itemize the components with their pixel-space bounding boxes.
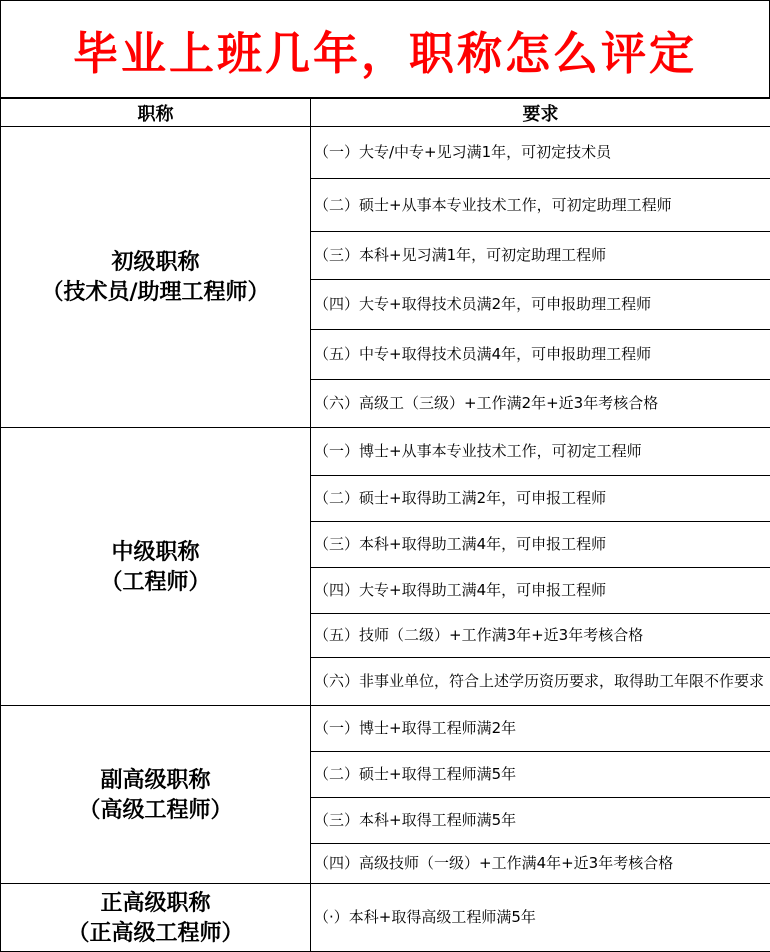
- table-row: [1, 706, 770, 752]
- level-name: 中级职称: [1, 537, 310, 567]
- table-row: [1, 884, 770, 952]
- level-associate-senior: [1, 706, 311, 884]
- level-sub: （技术员/助理工程师）: [1, 277, 310, 307]
- level-full-senior: [1, 884, 311, 952]
- requirements-table: [0, 98, 770, 952]
- header-title-level: 职称: [1, 99, 311, 127]
- requirement-cell: （·）本科+取得高级工程师满5年: [311, 884, 770, 952]
- requirement-cell: （六）非事业单位，符合上述学历资历要求，取得助工年限不作要求: [311, 658, 770, 706]
- requirement-cell: （四）大专+取得助工满4年，可申报工程师: [311, 568, 770, 614]
- requirement-cell: （四）高级技师（一级）+工作满4年+近3年考核合格: [311, 844, 770, 884]
- requirement-cell: （三）本科+取得助工满4年，可申报工程师: [311, 522, 770, 568]
- table-row: [1, 127, 770, 179]
- requirement-cell: （三）本科+见习满1年，可初定助理工程师: [311, 232, 770, 280]
- level-name: 正高级职称: [1, 888, 310, 918]
- level-name: 副高级职称: [1, 765, 310, 795]
- table-header-row: [1, 99, 770, 127]
- header-requirements: 要求: [311, 99, 770, 127]
- requirement-cell: （一）博士+取得工程师满2年: [311, 706, 770, 752]
- requirement-cell: （一）博士+从事本专业技术工作，可初定工程师: [311, 428, 770, 476]
- requirement-cell: （五）中专+取得技术员满4年，可申报助理工程师: [311, 330, 770, 380]
- requirement-cell: （四）大专+取得技术员满2年，可申报助理工程师: [311, 280, 770, 330]
- requirement-cell: （一）大专/中专+见习满1年，可初定技术员: [311, 127, 770, 179]
- requirement-cell: （三）本科+取得工程师满5年: [311, 798, 770, 844]
- level-intermediate: [1, 428, 311, 706]
- requirement-cell: （五）技师（二级）+工作满3年+近3年考核合格: [311, 614, 770, 658]
- level-sub: （工程师）: [1, 567, 310, 597]
- table-row: [1, 428, 770, 476]
- requirement-cell: （六）高级工（三级）+工作满2年+近3年考核合格: [311, 380, 770, 428]
- requirement-cell: （二）硕士+取得工程师满5年: [311, 752, 770, 798]
- level-sub: （正高级工程师）: [1, 918, 310, 948]
- requirement-cell: （二）硕士+取得助工满2年，可申报工程师: [311, 476, 770, 522]
- page-title: 毕业上班几年，职称怎么评定: [0, 0, 770, 98]
- level-name: 初级职称: [1, 247, 310, 277]
- level-junior: [1, 127, 311, 428]
- requirement-cell: （二）硕士+从事本专业技术工作，可初定助理工程师: [311, 179, 770, 232]
- level-sub: （高级工程师）: [1, 795, 310, 825]
